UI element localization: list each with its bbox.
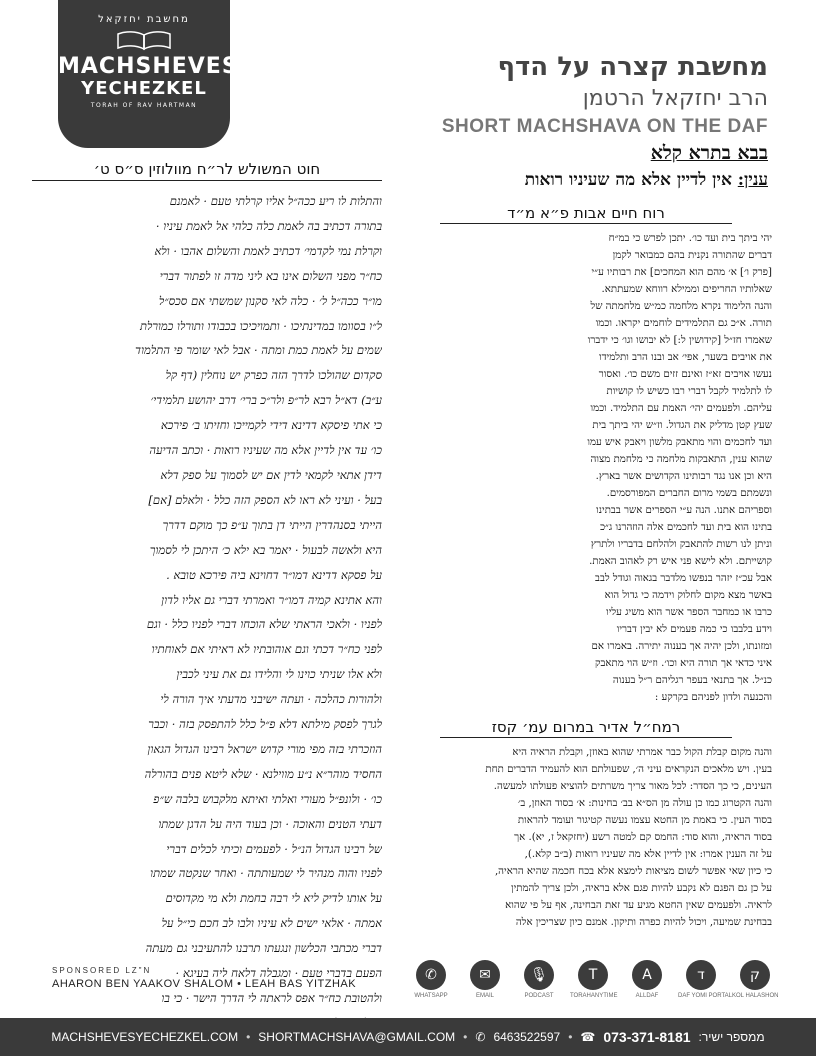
handwritten-line: שמים על לאמת כמת ומתה · אבל לאי שומר פי התלמוד	[135, 343, 382, 358]
section2-text	[400, 744, 772, 931]
dafyomi-portal-icon: ד	[686, 960, 716, 990]
separator: •	[463, 1030, 468, 1044]
logo-line2: YECHEZKEL	[81, 78, 207, 99]
handwritten-line: על פסקא דדינא דמו״ר דחוינא ביה פירכא טובא .	[166, 567, 382, 582]
icon-label: EMAIL	[475, 993, 494, 999]
logo-line1: MACHSHEVES	[58, 54, 239, 79]
handwritten-line: כו׳ עד אין לדיין אלא מה שעיניו רואות · וכתב הדיעה	[149, 443, 382, 458]
handwritten-line: החסיד מוהר״א נ״ע מווילנא · שלא ליטא פנים בהורלה	[144, 766, 382, 781]
text-line: והנה הקטרוג כמו כן עולה מן הס״א בב׳ בחינות: א׳ בסוד האוזן, ב׳	[518, 798, 772, 809]
separator: •	[568, 1030, 573, 1044]
handwritten-line: הייתי בסנהדרין הייתי דן בתוך ע״פ כך מוקם דדרך	[162, 517, 382, 532]
text-line: בסוד הראיה, והוא סוד: החמס קם למטה רשע (יחזקאל ז, יא). אך	[514, 832, 772, 843]
handwritten-line: דידן אתאי לקמאי לדין אם יש לסמוך על ספק דלא	[160, 467, 382, 482]
phone-number[interactable]: 073-371-8181	[603, 1029, 691, 1045]
whatsapp-number[interactable]: 6463522597	[493, 1030, 561, 1044]
sponsor-label: SPONSORED LZ"N	[52, 966, 152, 975]
logo-tagline: TORAH OF RAV HARTMAN	[90, 102, 198, 109]
footer-bar	[0, 1018, 816, 1056]
daf-title: בבא בתרא קלא	[650, 142, 768, 164]
icon-label: TORAHANYTIME	[570, 993, 618, 999]
handwritten-line: ע״ב) דא״ל רבא לר״פ ולר״כ ברי׳ דרב יהושע תלמידי׳	[150, 393, 382, 408]
left-column-title: חוט המשולש לר״ח מוולוזין ס״ס ט׳	[32, 160, 382, 181]
right-column-section2	[400, 718, 772, 931]
text-line: יהי ביתך בית ועד כו׳. יתכן לפרש כי במ״ח	[608, 233, 772, 244]
text-line: ועד לחכמים והוי מתאבק מלשון ויאבק איש עמו	[587, 437, 772, 448]
section1-title: רוח חיים אבות פ״א מ״ד	[440, 204, 732, 224]
icon-label: PODCAST	[524, 993, 554, 999]
text-line: אבל עכ״ז יזהר בנפשו מלדבר בגאוה וגודל לבב	[595, 573, 772, 584]
topic-line	[525, 170, 768, 190]
text-line: דברים שהתורה נקנית בהם כמבואר לקמן	[612, 250, 772, 261]
phone-label: :ממספר ישיר	[698, 1030, 765, 1044]
handwritten-line: דעתי הטנים והאוכה · וכן בעוד היה על הדגן שמתו	[158, 816, 382, 831]
open-book-icon	[114, 29, 174, 51]
icon-label: DAF YOMI PORTAL	[678, 993, 733, 999]
icon-label: WHATSAPP	[414, 993, 448, 999]
email-link[interactable]	[462, 960, 508, 1012]
icon-label: KOL HALASHON	[732, 993, 779, 999]
handwritten-line: היא ולאשה לבעול · יאמר בא ילא כ׳ היתכן לי לסמוך	[149, 542, 382, 557]
whatsapp-icon: ✆	[416, 960, 446, 990]
text-line: שעץ קטן מדליק את הגדול. וז״ש יהי ביתך בית	[592, 420, 772, 431]
handwritten-line: וקרלת נמי לקדמי׳ דכתיב לאמת והשלום אהבו · ולא	[154, 243, 382, 258]
section1-text	[400, 230, 772, 706]
text-line: והנה מקום קבלת הקול כבר אמרתי שהוא באוזן, וקבלת הראיה היא	[512, 747, 772, 758]
handwritten-line: והא אתינא קמיה דמו״ר ואמרתי דברי גם אליו לדון	[161, 592, 382, 607]
text-line: וידע בלבבו כי כמה פעמים לא יבין דבריו	[616, 624, 772, 635]
text-line: לראיה. ולפעמים שאין החטא מגיע עד זאת הבחינה, אף על פי שהוא	[505, 900, 772, 911]
handwritten-line: בעל · ועיני לא ראו לא הספק הזה כלל · ולאלם [אם]	[148, 492, 382, 507]
torahanytime-link[interactable]	[570, 960, 616, 1012]
handwritten-line: ולהטובת כח״ר אפס לראתה לי הדרך הישר · כי בו	[161, 991, 382, 1005]
podcast-link[interactable]	[516, 960, 562, 1012]
handwritten-line: לפניו · ולאכי הראתי שלא הוכחו דברי לפניו כלל · וגם	[146, 617, 382, 632]
sponsor-block	[52, 966, 356, 990]
text-line: שהוא ענין, התאבקות מלחמה כי מלחמת מצוה	[590, 454, 772, 465]
text-line: [פרק ו׳] א׳ מהם הוא המחכים] את רבותיו ע״י	[591, 267, 772, 278]
handwritten-line: הוזכרתי בזה מפי מורי קדוש ישראל רבינו הגדול הגאון	[147, 741, 382, 756]
handwritten-line: כו׳ · ולונפ״ל מעורי ואלתי ואיתא מלקבוש בלבה ש״פ	[153, 791, 382, 806]
kolhalashon-icon: ק	[740, 960, 770, 990]
text-line: כרבו או כמחבר הספר אשר הוא משיג עליו	[606, 607, 772, 618]
handwritten-line: כי אתי פיסקא דדינא דידי לקמייכו וחזיתו ב׳ פירכא	[160, 418, 382, 433]
handwritten-line: מו״ר ככה״ל ל׳ · כלה לאי סקנון שמשתי אם סכס״ל	[158, 293, 382, 308]
text-line: בבחינת שמיעה, ויכול להיות כפרה ותיקון. אמנם כיון שצריכין אלה	[515, 917, 772, 928]
handwritten-line: הפעם בדברי טעם · ומגבלה דלאח ליה בעיגא ·	[175, 966, 382, 981]
website-link[interactable]: MACHSHEVESYECHEZKEL.COM	[51, 1030, 239, 1044]
handwritten-line: ולהורות כהלכה · ועתה ישיבני מדעתי איך הורה לי	[160, 692, 382, 707]
email-icon: ✉	[470, 960, 500, 990]
text-line: לו לתלמיד לקבל דברי רבו כשיש לו קושיות	[606, 386, 772, 397]
text-line: תורה. א״כ גם התלמידים לוחמים יקראו. וכמו	[595, 318, 772, 329]
dafyomi-portal-link[interactable]	[678, 960, 733, 1012]
text-line: נעשו אויבים זא״ז ואינם זזים משם כו׳. ואסור	[598, 369, 772, 380]
kolhalashon-link[interactable]	[732, 960, 778, 1012]
handwritten-line: בתורה דכתיב בה לאמת כלה כלהי אל לאמת עיניו ·	[155, 218, 382, 233]
text-line: שאמרו חז״ל [קידושין ל:] לא יבושו וגו׳ כי ידברו	[587, 335, 772, 346]
handwritten-line: ל״ו בסוומו במדינתיכו · ותמויכיכו בכבודו ותורלו כמורלת	[139, 318, 382, 333]
logo-hebrew: מחשבת יחזקאל	[98, 14, 190, 25]
platform-icons	[408, 960, 778, 1012]
handwritten-line: אמתה · אלאי ישים לא עיניו ולבו לב חכם כי״ל על	[161, 916, 382, 931]
handwritten-line: לפני כח״ר דכתי וגם אוהובתיו לא ראיתי אם לאוחתיו	[151, 642, 382, 657]
author-hebrew: הרב יחזקאל הרטמן	[582, 86, 768, 111]
handwritten-line: דברי מכתבי הכלשון ונגעתו תרבנו להתעיבני גם מעתה	[145, 941, 382, 956]
alldaf-link[interactable]	[624, 960, 670, 1012]
handwritten-text	[32, 189, 382, 1036]
text-line: על כן גם הפגם לא נקבע להיות פגם אלא בראיה, ולכן צריך להמתין	[511, 883, 772, 894]
text-line: איני כדאי אך תורה היא וכו׳. וז״ש הוי מתאבק	[595, 658, 772, 669]
section2-title: רמח״ל אדיר במרום עמ׳ קסז	[440, 718, 732, 738]
text-line: ונשמתם בשמי מרום החברים המפורסמים.	[606, 488, 772, 499]
topic-text: אין לדיין אלא מה שעיניו רואות	[524, 170, 738, 190]
logo-badge	[58, 0, 239, 148]
handwritten-line: והתלות לו ריע ככה״ל אליו קרלתי טעם · לאמנם	[169, 194, 382, 208]
text-line: על זה הענין אמרו: אין לדיין אלא מה שעיניו רואות (ב״ב קלא.),	[524, 849, 772, 860]
text-line: והנה הלימוד נקרא מלחמה כמ״ש מלחמתה של	[590, 301, 772, 312]
torahanytime-icon: T	[578, 960, 608, 990]
handwritten-line: לפניו והוה מנהיר לי שמעותתה · ואחר שנקטה שמתו	[150, 866, 382, 881]
title-hebrew: מחשבת קצרה על הדף	[497, 52, 768, 82]
icon-label: ALLDAF	[635, 993, 659, 999]
handwritten-line: סקדום שהולכו לדרך הזה כפרק יש נוחלין (דף קל	[165, 368, 382, 383]
text-line: באשר מצא מקום לחלוק וידמה כי גדול הוא	[604, 590, 772, 601]
topic-label: ענין:	[737, 170, 768, 190]
sponsor-names: AHARON BEN YAAKOV SHALOM • LEAH BAS YITZHAK	[52, 978, 357, 990]
whatsapp-small-icon: ✆	[475, 1030, 486, 1044]
text-line: שאלותיו החריפים וממילא רווחא שמעתתא.	[601, 284, 772, 295]
handwritten-line: של רבינו הגדול הנ״ל · לפעמים וכיתי לכלים דברי	[166, 841, 382, 856]
alldaf-icon: A	[632, 960, 662, 990]
handwritten-line: לגרך לפסק מילתא דלא פ״ל כלל להתפסק בזה · וכבר	[148, 717, 382, 732]
title-english: SHORT MACHSHAVA ON THE DAF	[441, 116, 768, 137]
email-link[interactable]: SHORTMACHSHAVA@GMAIL.COM	[258, 1030, 456, 1044]
podcast-icon: 🎙	[524, 960, 554, 990]
text-line: בעין. ויש מלאכים הנקראים עיני ה׳, שפעולתם הוא להעמיד הדברים תחת	[485, 764, 772, 775]
text-line: היא וכן אנו נגד רבותינו הקדושים אשר בארץ.	[595, 471, 772, 482]
separator: •	[246, 1030, 251, 1044]
text-line: כנ״ל. אך בתנאי בעפר רגליהם ר״ל בענוה	[612, 675, 772, 686]
text-line: וניתן לנו רשות להתאבק ולהלחם בדבריו ולתרץ	[590, 539, 772, 550]
text-line: ומזונתו, ולכן יהיה אך בענוה יתירה. באמרו אם	[591, 641, 772, 652]
handwritten-line: ולא אלו שניתי כוינו לי והלידו גם את עיני לכבין	[176, 667, 382, 682]
right-column-section1	[400, 204, 772, 706]
text-line: והכנעה ולדון לפניהם בקרקע :	[654, 692, 772, 703]
text-line: העינים, כי כך הסדר: לכל מאור צריך משרתים להוציא פעולתו למעשה.	[493, 781, 772, 792]
text-line: קושייתם. ולא לישא פני איש רק לאהוב האמת.	[589, 556, 772, 567]
whatsapp-link[interactable]	[408, 960, 454, 1012]
handwritten-line: על אותו לדיק ליא לי רבה בחמת ולא מי מקדוסים	[165, 891, 382, 906]
text-line: עליהם. ולפעמים יהי׳ האמת עם התלמיד. וכמו	[590, 403, 772, 414]
text-line: את אויבים בשער, אפי׳ אב ובנו הרב ותלמידו	[599, 352, 772, 363]
phone-icon: ☎	[580, 1030, 596, 1044]
text-line: וספריהם אתנו. הנה ע״י הספרים אשר בבתינו	[596, 505, 772, 516]
text-line: בתינו הוא בית ועד לחכמים אלה הוזהרנו ג״כ	[600, 522, 772, 533]
handwritten-line: כח״ר מפני השלום אינו בא ליני מדה זו לפתור דברי	[159, 268, 382, 283]
text-line: כי כיון שאי אפשר לשום מציאות לימצא אלא בכח חכמה שהיא הראיה,	[494, 866, 772, 877]
text-line: בסוד העין. כי באמת מן החטא עצמו נעשה קטיגור ועומד להראות	[517, 815, 772, 826]
